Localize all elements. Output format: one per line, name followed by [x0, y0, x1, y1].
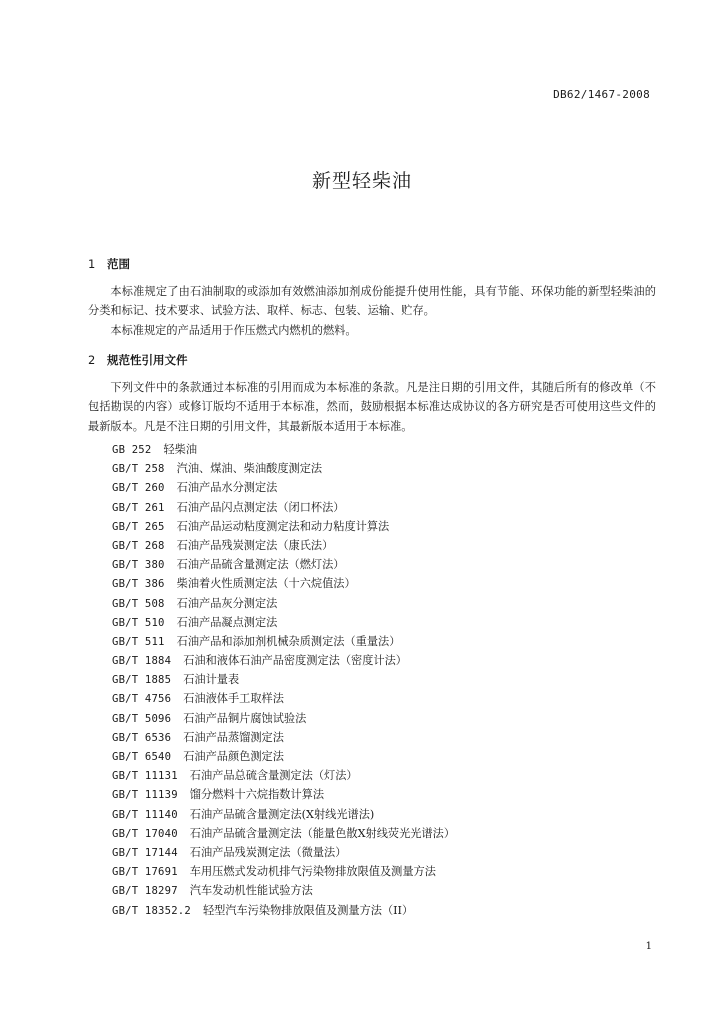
reference-title: 石油产品和添加剂机械杂质测定法（重量法）	[176, 634, 401, 648]
reference-code: GB/T 1884	[112, 655, 172, 668]
reference-title: 石油计量表	[183, 673, 240, 687]
reference-item	[112, 440, 455, 459]
reference-item	[112, 517, 455, 536]
reference-code: GB/T 11140	[112, 808, 178, 821]
reference-title: 车用压燃式发动机排气污染物排放限值及测量方法	[189, 865, 436, 879]
reference-code: GB/T 6540	[112, 751, 172, 763]
reference-item	[112, 843, 455, 862]
reference-title: 柴油着火性质测定法（十六烷值法）	[176, 577, 356, 591]
section-title: 规范性引用文件	[107, 353, 188, 367]
reference-code: GB/T 11131	[112, 770, 178, 783]
reference-item	[112, 574, 455, 593]
reference-item	[112, 594, 455, 613]
reference-code: GB/T 386	[112, 578, 165, 591]
reference-item	[112, 709, 455, 728]
reference-code: GB/T 268	[112, 539, 165, 552]
reference-title: 石油产品凝点测定法	[176, 615, 278, 629]
reference-code: GB/T 11139	[112, 789, 178, 802]
page-number: 1	[645, 941, 652, 952]
reference-code: GB/T 380	[112, 559, 165, 572]
reference-item	[112, 881, 455, 900]
reference-title: 石油产品残炭测定法（康氏法）	[176, 538, 334, 552]
reference-code: GB/T 1885	[112, 674, 172, 687]
reference-item	[112, 651, 455, 670]
reference-code: GB/T 6536	[112, 731, 172, 744]
reference-title: 轻型汽车污染物排放限值及测量方法（II）	[202, 903, 414, 917]
reference-title: 汽油、煤油、柴油酸度测定法	[176, 462, 323, 476]
reference-item	[112, 862, 455, 881]
reference-item	[112, 901, 455, 920]
reference-title: 石油产品硫含量测定法（燃灯法）	[176, 558, 345, 572]
reference-title: 石油产品灰分测定法	[176, 596, 278, 610]
reference-item	[112, 498, 455, 517]
reference-code: GB/T 511	[112, 635, 165, 648]
reference-item	[112, 536, 455, 555]
reference-title: 石油产品残炭测定法（微量法）	[189, 845, 347, 859]
reference-title: 石油产品闪点测定法（闭口杯法）	[176, 500, 345, 514]
reference-title: 石油产品硫含量测定法(X射线光谱法)	[189, 807, 375, 821]
reference-title: 石油和液体石油产品密度测定法（密度计法）	[183, 654, 407, 668]
reference-code: GB/T 17691	[112, 866, 178, 879]
reference-title: 馏分燃料十六烷指数计算法	[189, 788, 325, 802]
reference-item	[112, 689, 455, 708]
reference-item	[112, 632, 455, 651]
reference-item	[112, 478, 455, 497]
reference-item	[112, 805, 455, 824]
reference-title: 石油产品水分测定法	[176, 481, 278, 495]
section-2-heading	[88, 351, 188, 369]
reference-code: GB/T 510	[112, 616, 165, 629]
reference-item	[112, 555, 455, 574]
reference-item	[112, 459, 455, 478]
reference-item	[112, 766, 455, 785]
reference-code: GB/T 4756	[112, 693, 172, 706]
reference-title: 汽车发动机性能试验方法	[189, 884, 313, 898]
reference-title: 石油产品运动粘度测定法和动力粘度计算法	[176, 519, 390, 533]
paragraph: 本标准规定了由石油制取的或添加有效燃油添加剂成份能提升使用性能，具有节能、环保功能的新型轻柴油的分类和标记、技术要求、试验方法、取样、标志、包装、运输、贮存。	[88, 285, 656, 318]
section-number: 2	[88, 353, 96, 367]
normative-reference-list	[112, 440, 455, 920]
reference-code: GB/T 258	[112, 463, 165, 476]
reference-item	[112, 785, 455, 804]
reference-title: 石油产品总硫含量测定法（灯法）	[189, 769, 358, 783]
section-number: 1	[88, 257, 96, 271]
paragraph: 下列文件中的条款通过本标准的引用而成为本标准的条款。凡是注日期的引用文件，其随后所有的修改单（不包括勘误的内容）或修订版均不适用于本标准，然而，鼓励根据本标准达成协议的各方研究是否可使用这些文件的最新版本。凡是不注日期的引用文件，其最新版本适用于本标准。	[88, 381, 656, 433]
reference-title: 石油液体手工取样法	[183, 692, 284, 706]
reference-title: 石油产品铜片腐蚀试验法	[183, 711, 307, 725]
reference-item	[112, 670, 455, 689]
reference-code: GB 252	[112, 444, 152, 456]
document-code: DB62/1467-2008	[553, 88, 650, 101]
reference-code: GB/T 5096	[112, 712, 172, 725]
reference-item	[112, 728, 455, 747]
section-1-body	[88, 282, 656, 340]
reference-code: GB/T 261	[112, 501, 165, 514]
reference-code: GB/T 508	[112, 597, 165, 610]
reference-title: 石油产品蒸馏测定法	[183, 730, 284, 744]
section-1-heading	[88, 255, 130, 273]
reference-code: GB/T 260	[112, 482, 165, 495]
reference-code: GB/T 17040	[112, 827, 178, 840]
section-2-body	[88, 378, 656, 436]
reference-item	[112, 824, 455, 843]
reference-title: 轻柴油	[163, 443, 198, 456]
section-title: 范围	[107, 257, 130, 271]
reference-title: 石油产品硫含量测定法（能量色散X射线荧光光谱法）	[189, 826, 456, 840]
document-title: 新型轻柴油	[311, 170, 412, 192]
reference-title: 石油产品颜色测定法	[183, 750, 284, 763]
reference-code: GB/T 18297	[112, 885, 178, 898]
reference-code: GB/T 18352.2	[112, 904, 191, 917]
reference-item	[112, 613, 455, 632]
reference-code: GB/T 265	[112, 520, 165, 533]
paragraph: 本标准规定的产品适用于作压燃式内燃机的燃料。	[110, 323, 357, 337]
reference-code: GB/T 17144	[112, 846, 178, 859]
reference-item	[112, 747, 455, 766]
